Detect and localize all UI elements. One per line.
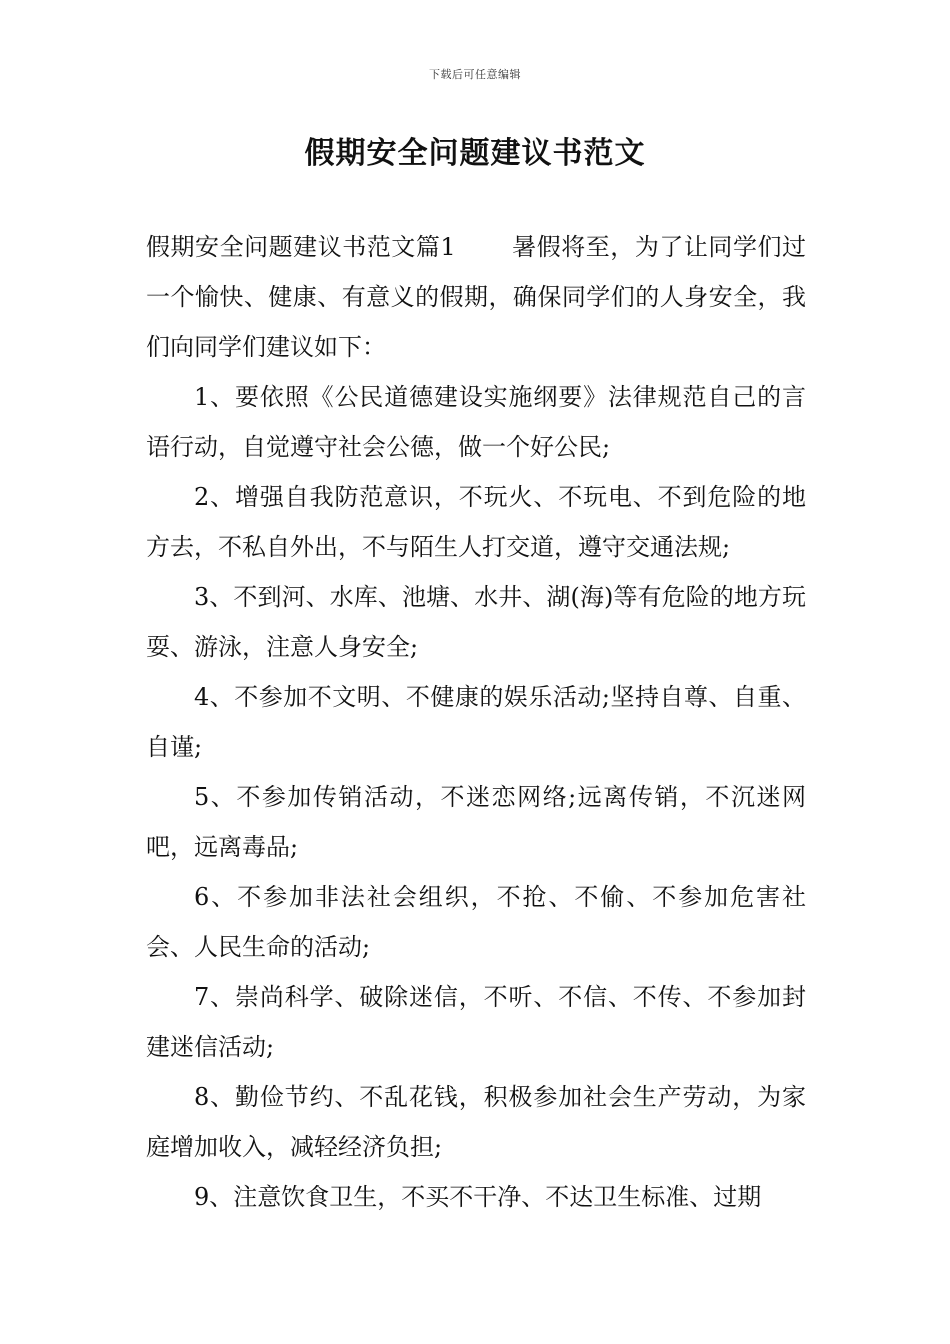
document-title: 假期安全问题建议书范文 xyxy=(304,136,646,171)
list-item: 1、要依照《公民道德建设实施纲要》法律规范自己的言语行动，自觉遵守社会公德，做一个好公民; xyxy=(146,383,806,461)
list-item: 3、不到河、水库、池塘、水井、湖(海)等有危险的地方玩耍、游泳，注意人身安全; xyxy=(146,583,806,661)
list-item: 6、不参加非法社会组织，不抢、不偷、不参加危害社会、人民生命的活动; xyxy=(146,883,806,961)
list-item: 5、不参加传销活动，不迷恋网络;远离传销，不沉迷网吧，远离毒品; xyxy=(146,783,806,861)
document-body xyxy=(146,222,806,1222)
header-note: 下载后可任意编辑 xyxy=(429,68,521,81)
list-item: 9、注意饮食卫生，不买不干净、不达卫生标准、过期 xyxy=(194,1183,762,1211)
intro-text: 暑假将至，为了让同学们过一个愉快、健康、有意义的假期，确保同学们的人身安全，我们向同学们建议如下： xyxy=(146,233,806,361)
list-item: 4、不参加不文明、不健康的娱乐活动;坚持自尊、自重、自谨; xyxy=(146,683,806,761)
list-item: 8、勤俭节约、不乱花钱，积极参加社会生产劳动，为家庭增加收入，减轻经济负担; xyxy=(146,1083,806,1161)
intro-label: 假期安全问题建议书范文篇1 xyxy=(146,233,456,261)
list-item: 2、增强自我防范意识，不玩火、不玩电、不到危险的地方去，不私自外出，不与陌生人打交道，遵守交通法规; xyxy=(146,483,806,561)
list-item: 7、崇尚科学、破除迷信，不听、不信、不传、不参加封建迷信活动; xyxy=(146,983,806,1061)
intro-paragraph xyxy=(146,222,806,372)
